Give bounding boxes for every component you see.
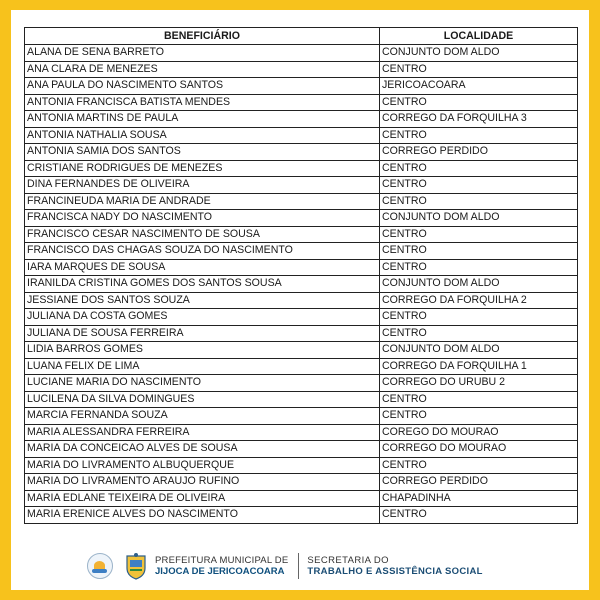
locality-cell: CHAPADINHA [380,490,578,507]
table-row [25,177,578,194]
locality-cell: CENTRO [380,226,578,243]
locality-cell: CORREGO DA FORQUILHA 1 [380,358,578,375]
locality-cell: CORREGO DA FORQUILHA 2 [380,292,578,309]
locality-cell: CORREGO DO URUBU 2 [380,375,578,392]
table-row [25,358,578,375]
table-row [25,408,578,425]
secretaria-line1: SECRETARIA DO [307,555,389,566]
locality-cell: CENTRO [380,507,578,524]
table-row [25,259,578,276]
locality-cell: CENTRO [380,391,578,408]
locality-cell: CORREGO PERDIDO [380,474,578,491]
beneficiary-name-cell: MARIA ALESSANDRA FERREIRA [25,424,380,441]
table-row [25,160,578,177]
table-row [25,441,578,458]
locality-cell: CENTRO [380,243,578,260]
table-row [25,424,578,441]
locality-cell: CENTRO [380,408,578,425]
prefeitura-line1: PREFEITURA MUNICIPAL DE [155,555,289,566]
table-header-row [25,28,578,45]
table-row [25,490,578,507]
locality-cell: CENTRO [380,94,578,111]
beneficiary-name-cell: MARIA DO LIVRAMENTO ARAUJO RUFINO [25,474,380,491]
table-row [25,210,578,227]
table-row [25,144,578,161]
beneficiary-name-cell: LUCIANE MARIA DO NASCIMENTO [25,375,380,392]
table-row [25,193,578,210]
locality-cell: CENTRO [380,61,578,78]
locality-cell: CENTRO [380,193,578,210]
beneficiary-name-cell: ANA CLARA DE MENEZES [25,61,380,78]
secretaria-line2: TRABALHO E ASSISTÊNCIA SOCIAL [307,566,483,577]
locality-cell: CENTRO [380,177,578,194]
table-row [25,111,578,128]
locality-cell: CORREGO PERDIDO [380,144,578,161]
table-row [25,507,578,524]
locality-cell: CENTRO [380,259,578,276]
table-row [25,94,578,111]
locality-cell: CENTRO [380,457,578,474]
beneficiary-name-cell: ANTONIA NATHALIA SOUSA [25,127,380,144]
beneficiary-name-cell: IARA MARQUES DE SOUSA [25,259,380,276]
beneficiary-name-cell: ANA PAULA DO NASCIMENTO SANTOS [25,78,380,95]
header-localidade: LOCALIDADE [380,28,578,45]
beneficiary-name-cell: ALANA DE SENA BARRETO [25,45,380,62]
header-beneficiario: BENEFICIÁRIO [25,28,380,45]
municipal-seal-icon [87,553,113,579]
prefeitura-line2: JIJOCA DE JERICOACOARA [155,566,285,577]
beneficiary-name-cell: DINA FERNANDES DE OLIVEIRA [25,177,380,194]
beneficiary-name-cell: FRANCISCO DAS CHAGAS SOUZA DO NASCIMENTO [25,243,380,260]
locality-cell: CONJUNTO DOM ALDO [380,45,578,62]
locality-cell: CONJUNTO DOM ALDO [380,342,578,359]
locality-cell: CENTRO [380,160,578,177]
locality-cell: CONJUNTO DOM ALDO [380,276,578,293]
locality-cell: COREGO DO MOURAO [380,424,578,441]
locality-cell: CENTRO [380,309,578,326]
beneficiary-name-cell: CRISTIANE RODRIGUES DE MENEZES [25,160,380,177]
locality-cell: CONJUNTO DOM ALDO [380,210,578,227]
table-row [25,457,578,474]
table-row [25,342,578,359]
beneficiary-name-cell: MARIA DA CONCEICAO ALVES DE SOUSA [25,441,380,458]
beneficiary-table [24,27,578,524]
table-row [25,391,578,408]
beneficiary-name-cell: FRANCISCO CESAR NASCIMENTO DE SOUSA [25,226,380,243]
locality-cell: CENTRO [380,325,578,342]
locality-cell: CENTRO [380,127,578,144]
beneficiary-name-cell: JULIANA DE SOUSA FERREIRA [25,325,380,342]
table-row [25,127,578,144]
beneficiary-name-cell: JESSIANE DOS SANTOS SOUZA [25,292,380,309]
beneficiary-name-cell: LIDIA BARROS GOMES [25,342,380,359]
secretaria-brand [307,555,482,577]
locality-cell: CORREGO DO MOURAO [380,441,578,458]
table-row [25,78,578,95]
beneficiary-name-cell: FRANCISCA NADY DO NASCIMENTO [25,210,380,227]
locality-cell: CORREGO DA FORQUILHA 3 [380,111,578,128]
table-row [25,292,578,309]
table-row [25,325,578,342]
beneficiary-name-cell: JULIANA DA COSTA GOMES [25,309,380,326]
beneficiary-name-cell: MARCIA FERNANDA SOUZA [25,408,380,425]
prefeitura-brand [155,555,288,577]
footer-logos [87,551,527,581]
table-row [25,45,578,62]
table-row [25,474,578,491]
beneficiary-name-cell: ANTONIA MARTINS DE PAULA [25,111,380,128]
table-row [25,243,578,260]
beneficiary-name-cell: ANTONIA FRANCISCA BATISTA MENDES [25,94,380,111]
locality-cell: JERICOACOARA [380,78,578,95]
table-row [25,61,578,78]
table-body [25,45,578,524]
beneficiary-name-cell: LUCILENA DA SILVA DOMINGUES [25,391,380,408]
table-row [25,276,578,293]
table-row [25,375,578,392]
table-row [25,226,578,243]
beneficiary-name-cell: FRANCINEUDA MARIA DE ANDRADE [25,193,380,210]
beneficiary-name-cell: MARIA DO LIVRAMENTO ALBUQUERQUE [25,457,380,474]
table-row [25,309,578,326]
footer-divider [298,553,299,579]
beneficiary-name-cell: MARIA EDLANE TEIXEIRA DE OLIVEIRA [25,490,380,507]
beneficiary-name-cell: ANTONIA SAMIA DOS SANTOS [25,144,380,161]
beneficiary-name-cell: LUANA FELIX DE LIMA [25,358,380,375]
document-card [11,10,589,590]
beneficiary-name-cell: MARIA ERENICE ALVES DO NASCIMENTO [25,507,380,524]
beneficiary-name-cell: IRANILDA CRISTINA GOMES DOS SANTOS SOUSA [25,276,380,293]
coat-of-arms-icon [123,552,149,580]
